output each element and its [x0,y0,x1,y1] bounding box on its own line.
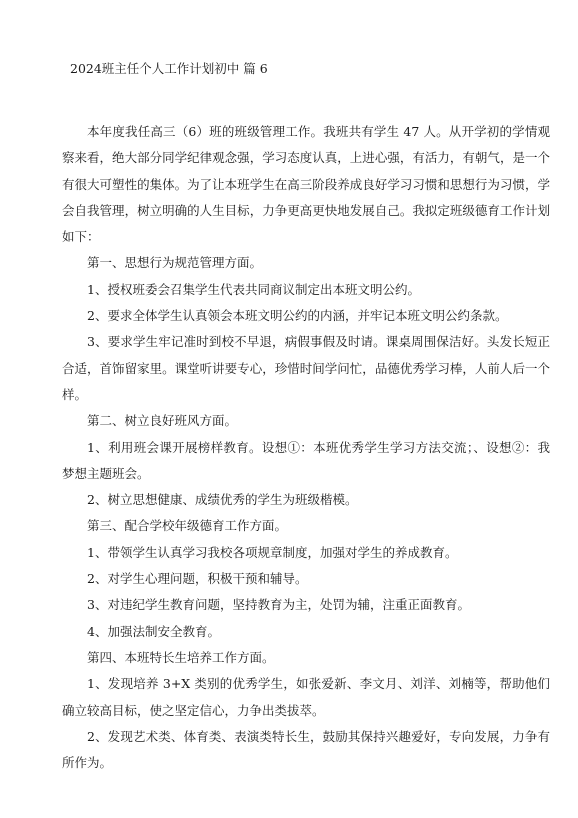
document-title: 2024班主任个人工作计划初中 篇 6 [70,61,268,76]
document-body [62,119,550,776]
section-heading-4: 第四、本班特长生培养工作方面。 [87,649,275,665]
list-item: 3、要求学生牢记准时到校不早退，病假事假及时请。课桌周围保洁好。头发长短正合适，首饰留家里。课堂听讲要专心，珍惜时间学问忙，品德优秀学习棒，人前人后一个样。 [62,334,550,402]
list-item: 2、发现艺术类、体育类、表演类特长生，鼓励其保持兴趣爱好，专向发展，力争有所作为。 [62,728,550,771]
list-item: 1、发现培养 3+X 类别的优秀学生，如张爱新、李文月、刘洋、刘楠等，帮助他们确立较高目标，使之坚定信心，力争出类拔萃。 [62,676,550,718]
list-item: 2、树立思想健康、成绩优秀的学生为班级楷模。 [87,492,358,508]
list-item: 3、对违纪学生教育问题，坚持教育为主，处罚为辅，注重正面教育。 [87,597,470,613]
list-item: 2、对学生心理问题，积极干预和辅导。 [87,571,308,587]
list-item: 1、授权班委会召集学生代表共同商议制定出本班文明公约。 [87,281,420,297]
list-item: 1、利用班会课开展榜样教育。设想①：本班优秀学生学习方法交流；、设想②：我梦想主题班会。 [62,439,550,481]
list-item: 1、带领学生认真学习我校各项规章制度，加强对学生的养成教育。 [87,544,458,560]
list-item: 2、要求全体学生认真领会本班文明公约的内涵，并牢记本班文明公约条款。 [87,308,508,324]
section-heading-3: 第三、配合学校年级德育工作方面。 [87,518,288,534]
section-heading-2: 第二、树立良好班风方面。 [87,413,238,429]
list-item: 4、加强法制安全教育。 [87,623,220,639]
section-heading-1: 第一、思想行为规范管理方面。 [87,255,263,271]
paragraph-intro: 本年度我任高三（6）班的班级管理工作。我班共有学生 47 人。从开学初的学情观察来看，绝大部分同学纪律观念强，学习态度认真，上进心强，有活力，有朝气，是一个有很大可塑性的集体。为了让本班学生在高三阶段养成良好学习习惯和思想行为习惯，学会自我管理，树立明确的人生目标，力争更高更快地发展自己。我拟定班级德育工作计划如下： [62,124,550,245]
